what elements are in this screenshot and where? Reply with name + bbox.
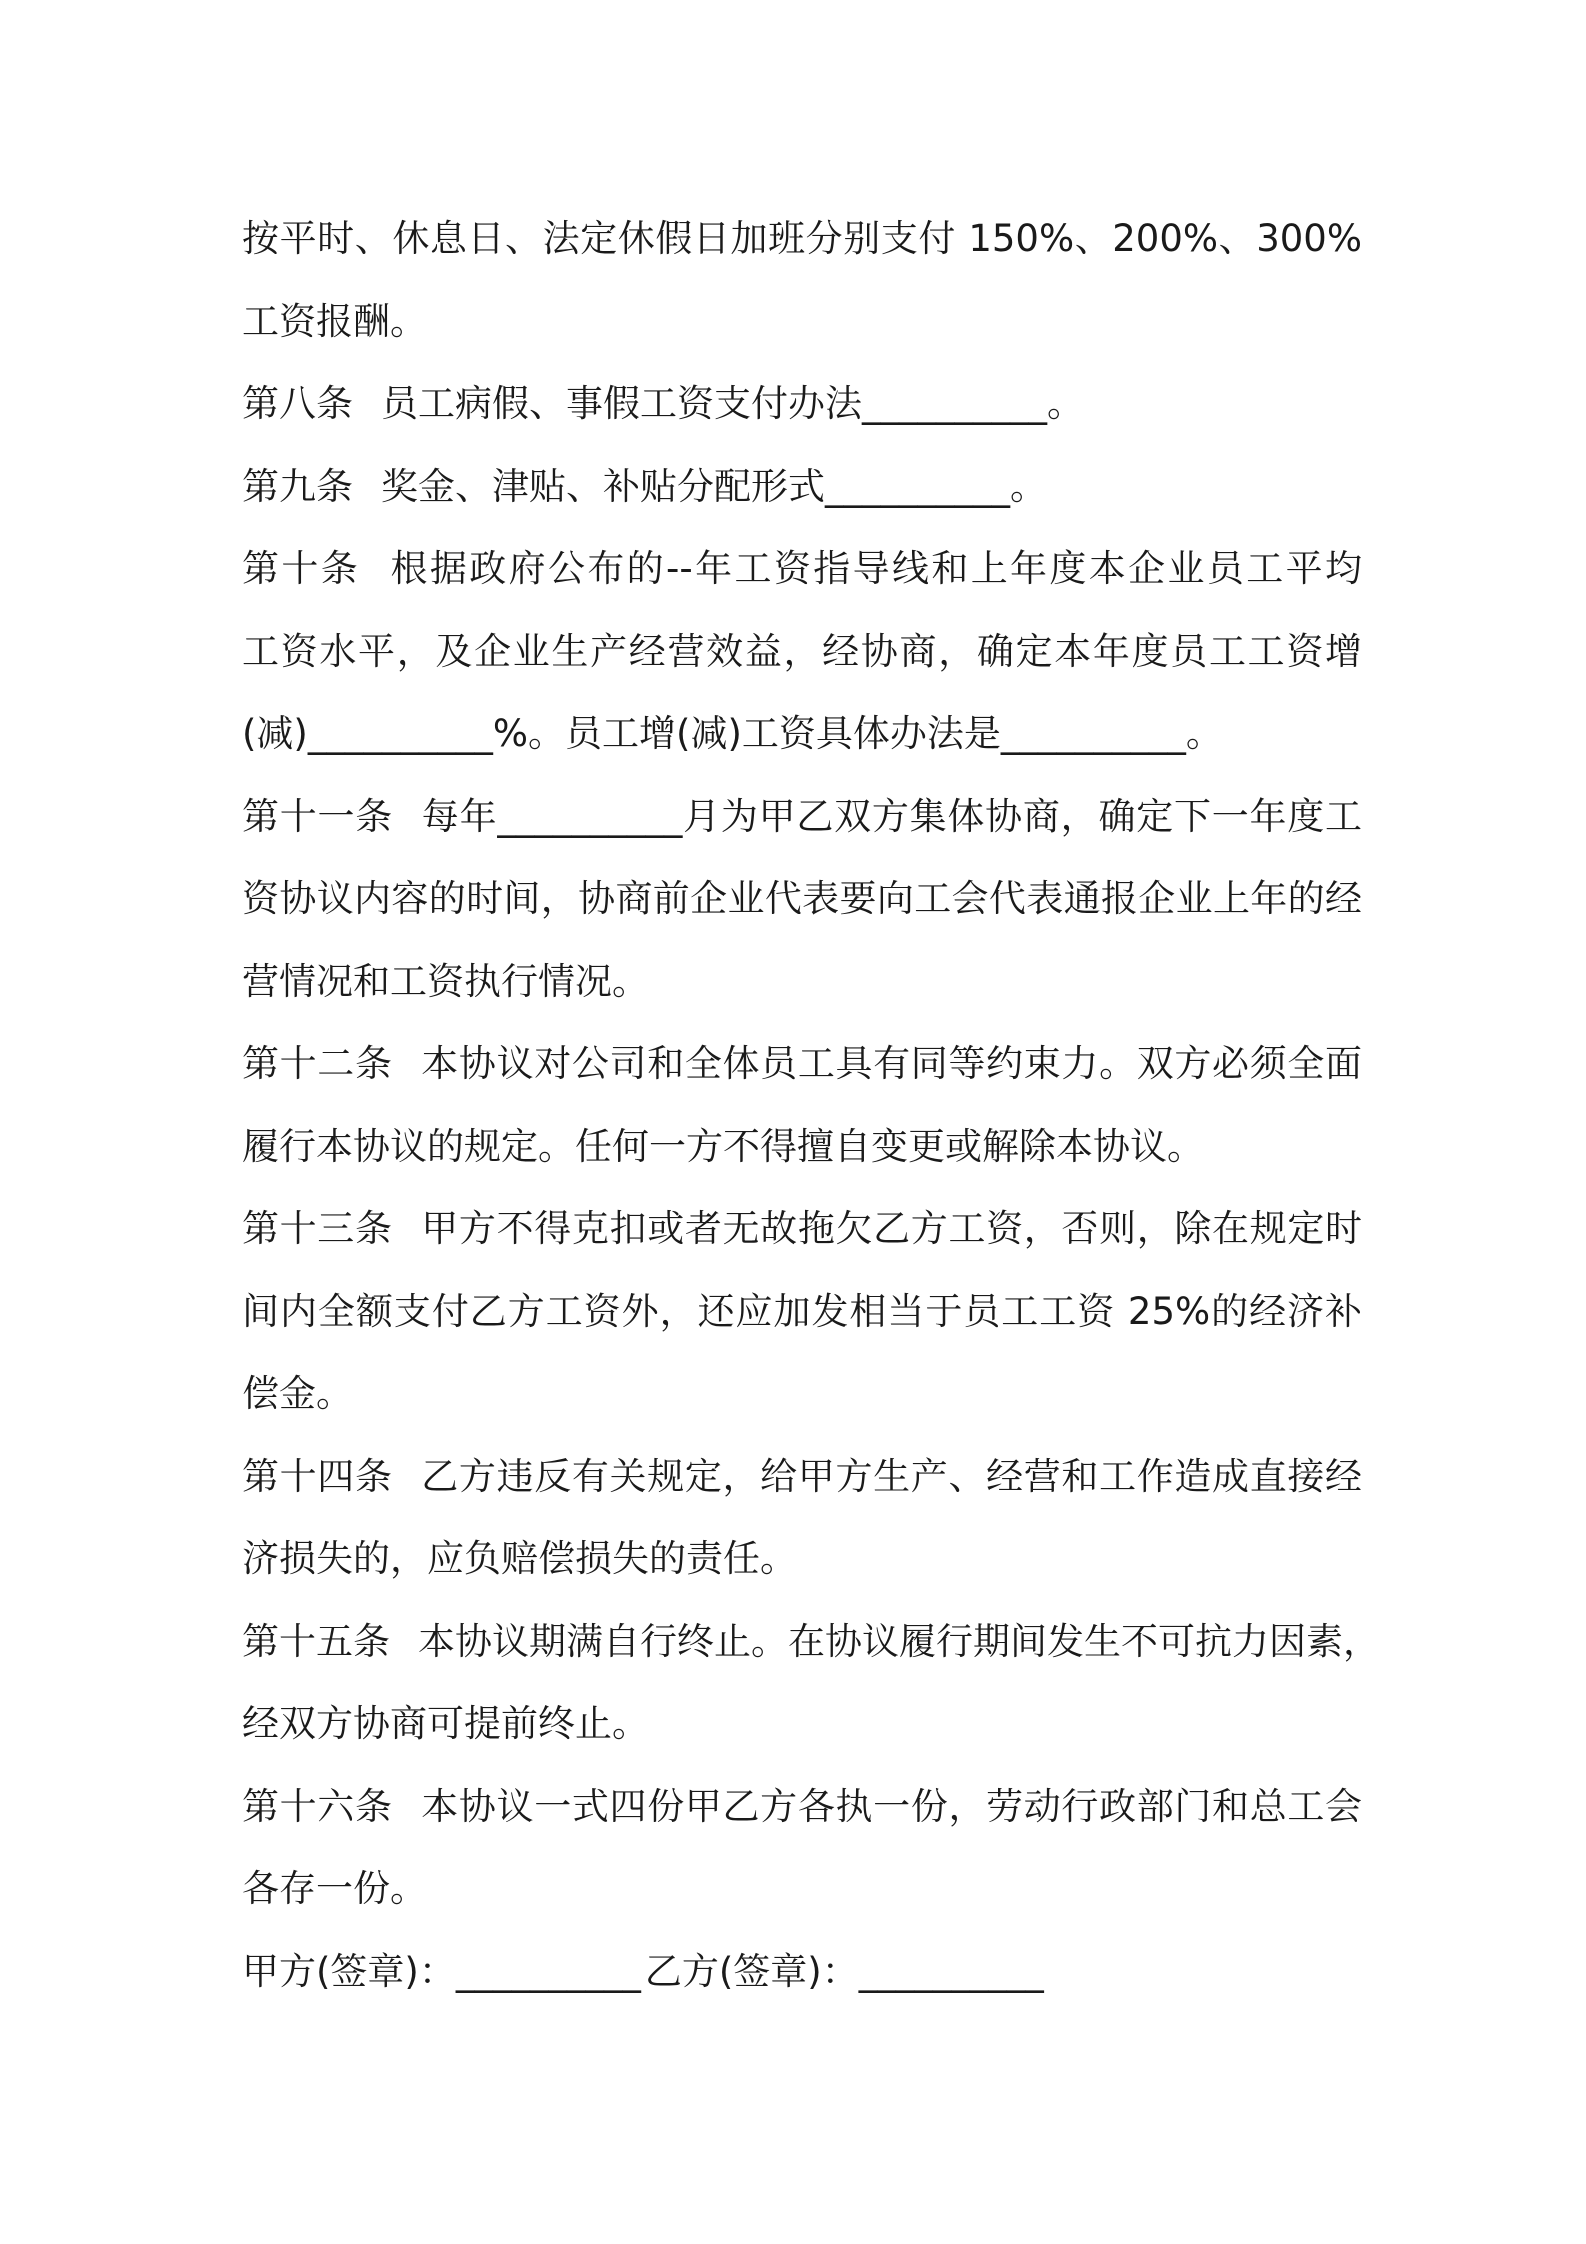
article-text: 每年__________月为甲乙双方集体协商，确定下一年度工 xyxy=(421,794,1363,838)
article-14 xyxy=(242,1436,1362,1519)
article-text: 本协议期满自行终止。在协议履行期间发生不可抗力因素， xyxy=(418,1619,1380,1663)
article-label: 第十二条 xyxy=(242,1042,393,1085)
text-line: 各存一份。 xyxy=(242,1867,427,1910)
text-line: 偿金。 xyxy=(242,1372,353,1415)
party-a-signature: 甲方(签章)：__________ xyxy=(242,1949,641,1993)
article-text: 本协议对公司和全体员工具有同等约束力。双方必须全面 xyxy=(420,1042,1363,1085)
article-label: 第十三条 xyxy=(242,1207,393,1250)
article-text: 本协议一式四份甲乙方各执一份，劳动行政部门和总工会 xyxy=(420,1784,1363,1828)
article-label: 第十条 xyxy=(242,547,361,590)
text-line: 履行本协议的规定。任何一方不得擅自变更或解除本协议。 xyxy=(242,1124,1204,1168)
article-10 xyxy=(242,528,1362,611)
text-line: 按平时、休息日、法定休假日加班分别支付 150%、200%、300% xyxy=(242,217,1362,260)
document-body xyxy=(242,198,1380,2013)
article-9 xyxy=(242,446,1362,529)
signature-line xyxy=(242,1931,1362,2014)
article-text: 根据政府公布的--年工资指导线和上年度本企业员工平均 xyxy=(388,547,1363,590)
article-text: 甲方不得克扣或者无故拖欠乙方工资，否则，除在规定时 xyxy=(420,1207,1363,1250)
text-line: 资协议内容的时间，协商前企业代表要向工会代表通报企业上年的经 xyxy=(242,877,1362,920)
article-label: 第九条 xyxy=(242,464,353,508)
article-text: 乙方违反有关规定，给甲方生产、经营和工作造成直接经 xyxy=(420,1454,1363,1498)
article-16 xyxy=(242,1766,1362,1849)
text-line: 经双方协商可提前终止。 xyxy=(242,1702,649,1745)
text-line: 间内全额支付乙方工资外，还应加发相当于员工工资 25%的经济补 xyxy=(242,1289,1362,1333)
article-12 xyxy=(242,1023,1362,1106)
text-line: 营情况和工资执行情况。 xyxy=(242,959,649,1003)
article-text: 员工病假、事假工资支付办法__________。 xyxy=(381,382,1084,425)
article-label: 第十五条 xyxy=(242,1619,390,1663)
article-13 xyxy=(242,1188,1362,1271)
article-15 xyxy=(242,1601,1380,1684)
article-label: 第十四条 xyxy=(242,1454,393,1498)
text-line: 工资水平，及企业生产经营效益，经协商，确定本年度员工工资增 xyxy=(242,629,1362,673)
article-text: 奖金、津贴、补贴分配形式__________。 xyxy=(381,464,1047,508)
article-8 xyxy=(242,363,1362,446)
text-line: (减)__________%。员工增(减)工资具体办法是__________。 xyxy=(242,712,1223,755)
text-line: 工资报酬。 xyxy=(242,299,427,343)
article-11 xyxy=(242,776,1362,859)
text-line: 济损失的，应负赔偿损失的责任。 xyxy=(242,1537,797,1580)
party-b-signature: 乙方(签章)：__________ xyxy=(644,1949,1044,1993)
article-label: 第八条 xyxy=(242,382,353,425)
article-label: 第十六条 xyxy=(242,1784,393,1828)
article-label: 第十一条 xyxy=(242,794,394,838)
